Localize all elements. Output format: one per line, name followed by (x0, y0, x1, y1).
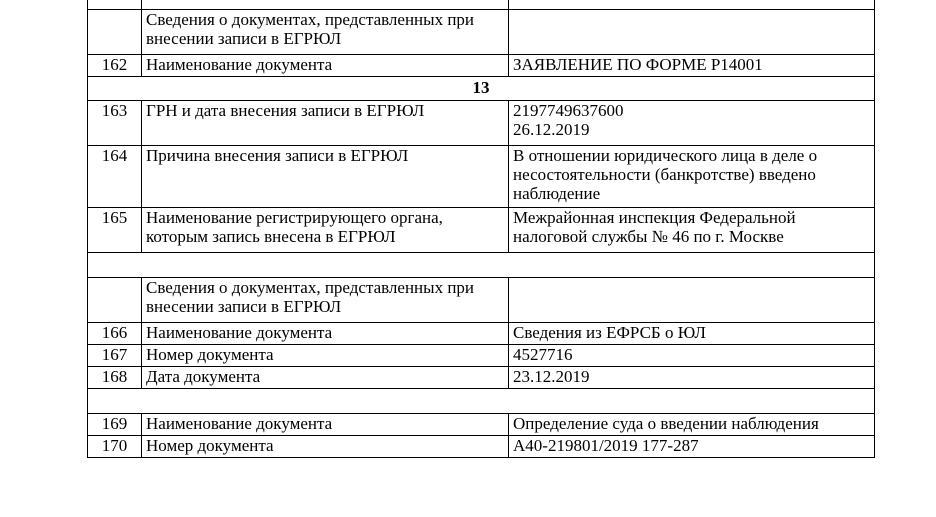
spacer-row (88, 389, 875, 414)
row-label: Наименование документа (142, 323, 509, 345)
row-value: Определение суда о введении наблюдения (509, 414, 875, 436)
spacer-cell (88, 389, 875, 414)
row-number: 165 (88, 208, 142, 253)
row-label: ГРН и дата внесения записи в ЕГРЮЛ (142, 101, 509, 146)
row-label: Наименование документа (142, 55, 509, 77)
table-row (88, 323, 875, 345)
table-row (88, 367, 875, 389)
row-label: Наименование регистрирующего органа, которым запись внесена в ЕГРЮЛ (142, 208, 509, 253)
row-label: Наименование документа (142, 414, 509, 436)
row-label: Причина внесения записи в ЕГРЮЛ (142, 146, 509, 208)
grn-value: 2197749637600 (513, 101, 624, 120)
section-number: 13 (88, 77, 875, 101)
table-row (88, 55, 875, 77)
row-label: Номер документа (142, 436, 509, 458)
table-row-header-documents (88, 278, 875, 323)
cell-num (88, 0, 142, 10)
row-value: А40-219801/2019 177-287 (509, 436, 875, 458)
row-value: 23.12.2019 (509, 367, 875, 389)
table-row (88, 414, 875, 436)
spacer-row (88, 253, 875, 278)
row-number: 167 (88, 345, 142, 367)
table-row-header-documents (88, 10, 875, 55)
cell-name (142, 0, 509, 10)
row-number: 169 (88, 414, 142, 436)
table-row (88, 345, 875, 367)
cell-num (88, 10, 142, 55)
cell-value (509, 10, 875, 55)
row-number: 170 (88, 436, 142, 458)
table-row (88, 101, 875, 146)
row-number: 166 (88, 323, 142, 345)
row-label: Дата документа (142, 367, 509, 389)
egrul-extract-table (87, 0, 875, 458)
row-number: 163 (88, 101, 142, 146)
row-value: ЗАЯВЛЕНИЕ ПО ФОРМЕ Р14001 (509, 55, 875, 77)
cell-num (88, 278, 142, 323)
cell-value (509, 0, 875, 10)
row-label: Номер документа (142, 345, 509, 367)
spacer-cell (88, 253, 875, 278)
row-value: Межрайонная инспекция Федеральной налоговой службы № 46 по г. Москве (509, 208, 875, 253)
cell-value (509, 278, 875, 323)
row-number: 164 (88, 146, 142, 208)
table-row (88, 436, 875, 458)
table-row (88, 0, 875, 10)
row-value: Сведения из ЕФРСБ о ЮЛ (509, 323, 875, 345)
row-value (509, 101, 875, 146)
row-number: 168 (88, 367, 142, 389)
table-row (88, 208, 875, 253)
cell-name: Сведения о документах, представленных при внесении записи в ЕГРЮЛ (142, 10, 509, 55)
section-row (88, 77, 875, 101)
record-date-value: 26.12.2019 (513, 120, 590, 139)
row-value: 4527716 (509, 345, 875, 367)
cell-name: Сведения о документах, представленных при внесении записи в ЕГРЮЛ (142, 278, 509, 323)
row-value: В отношении юридического лица в деле о несостоятельности (банкротстве) введено наблюдение (509, 146, 875, 208)
row-number: 162 (88, 55, 142, 77)
table-row (88, 146, 875, 208)
